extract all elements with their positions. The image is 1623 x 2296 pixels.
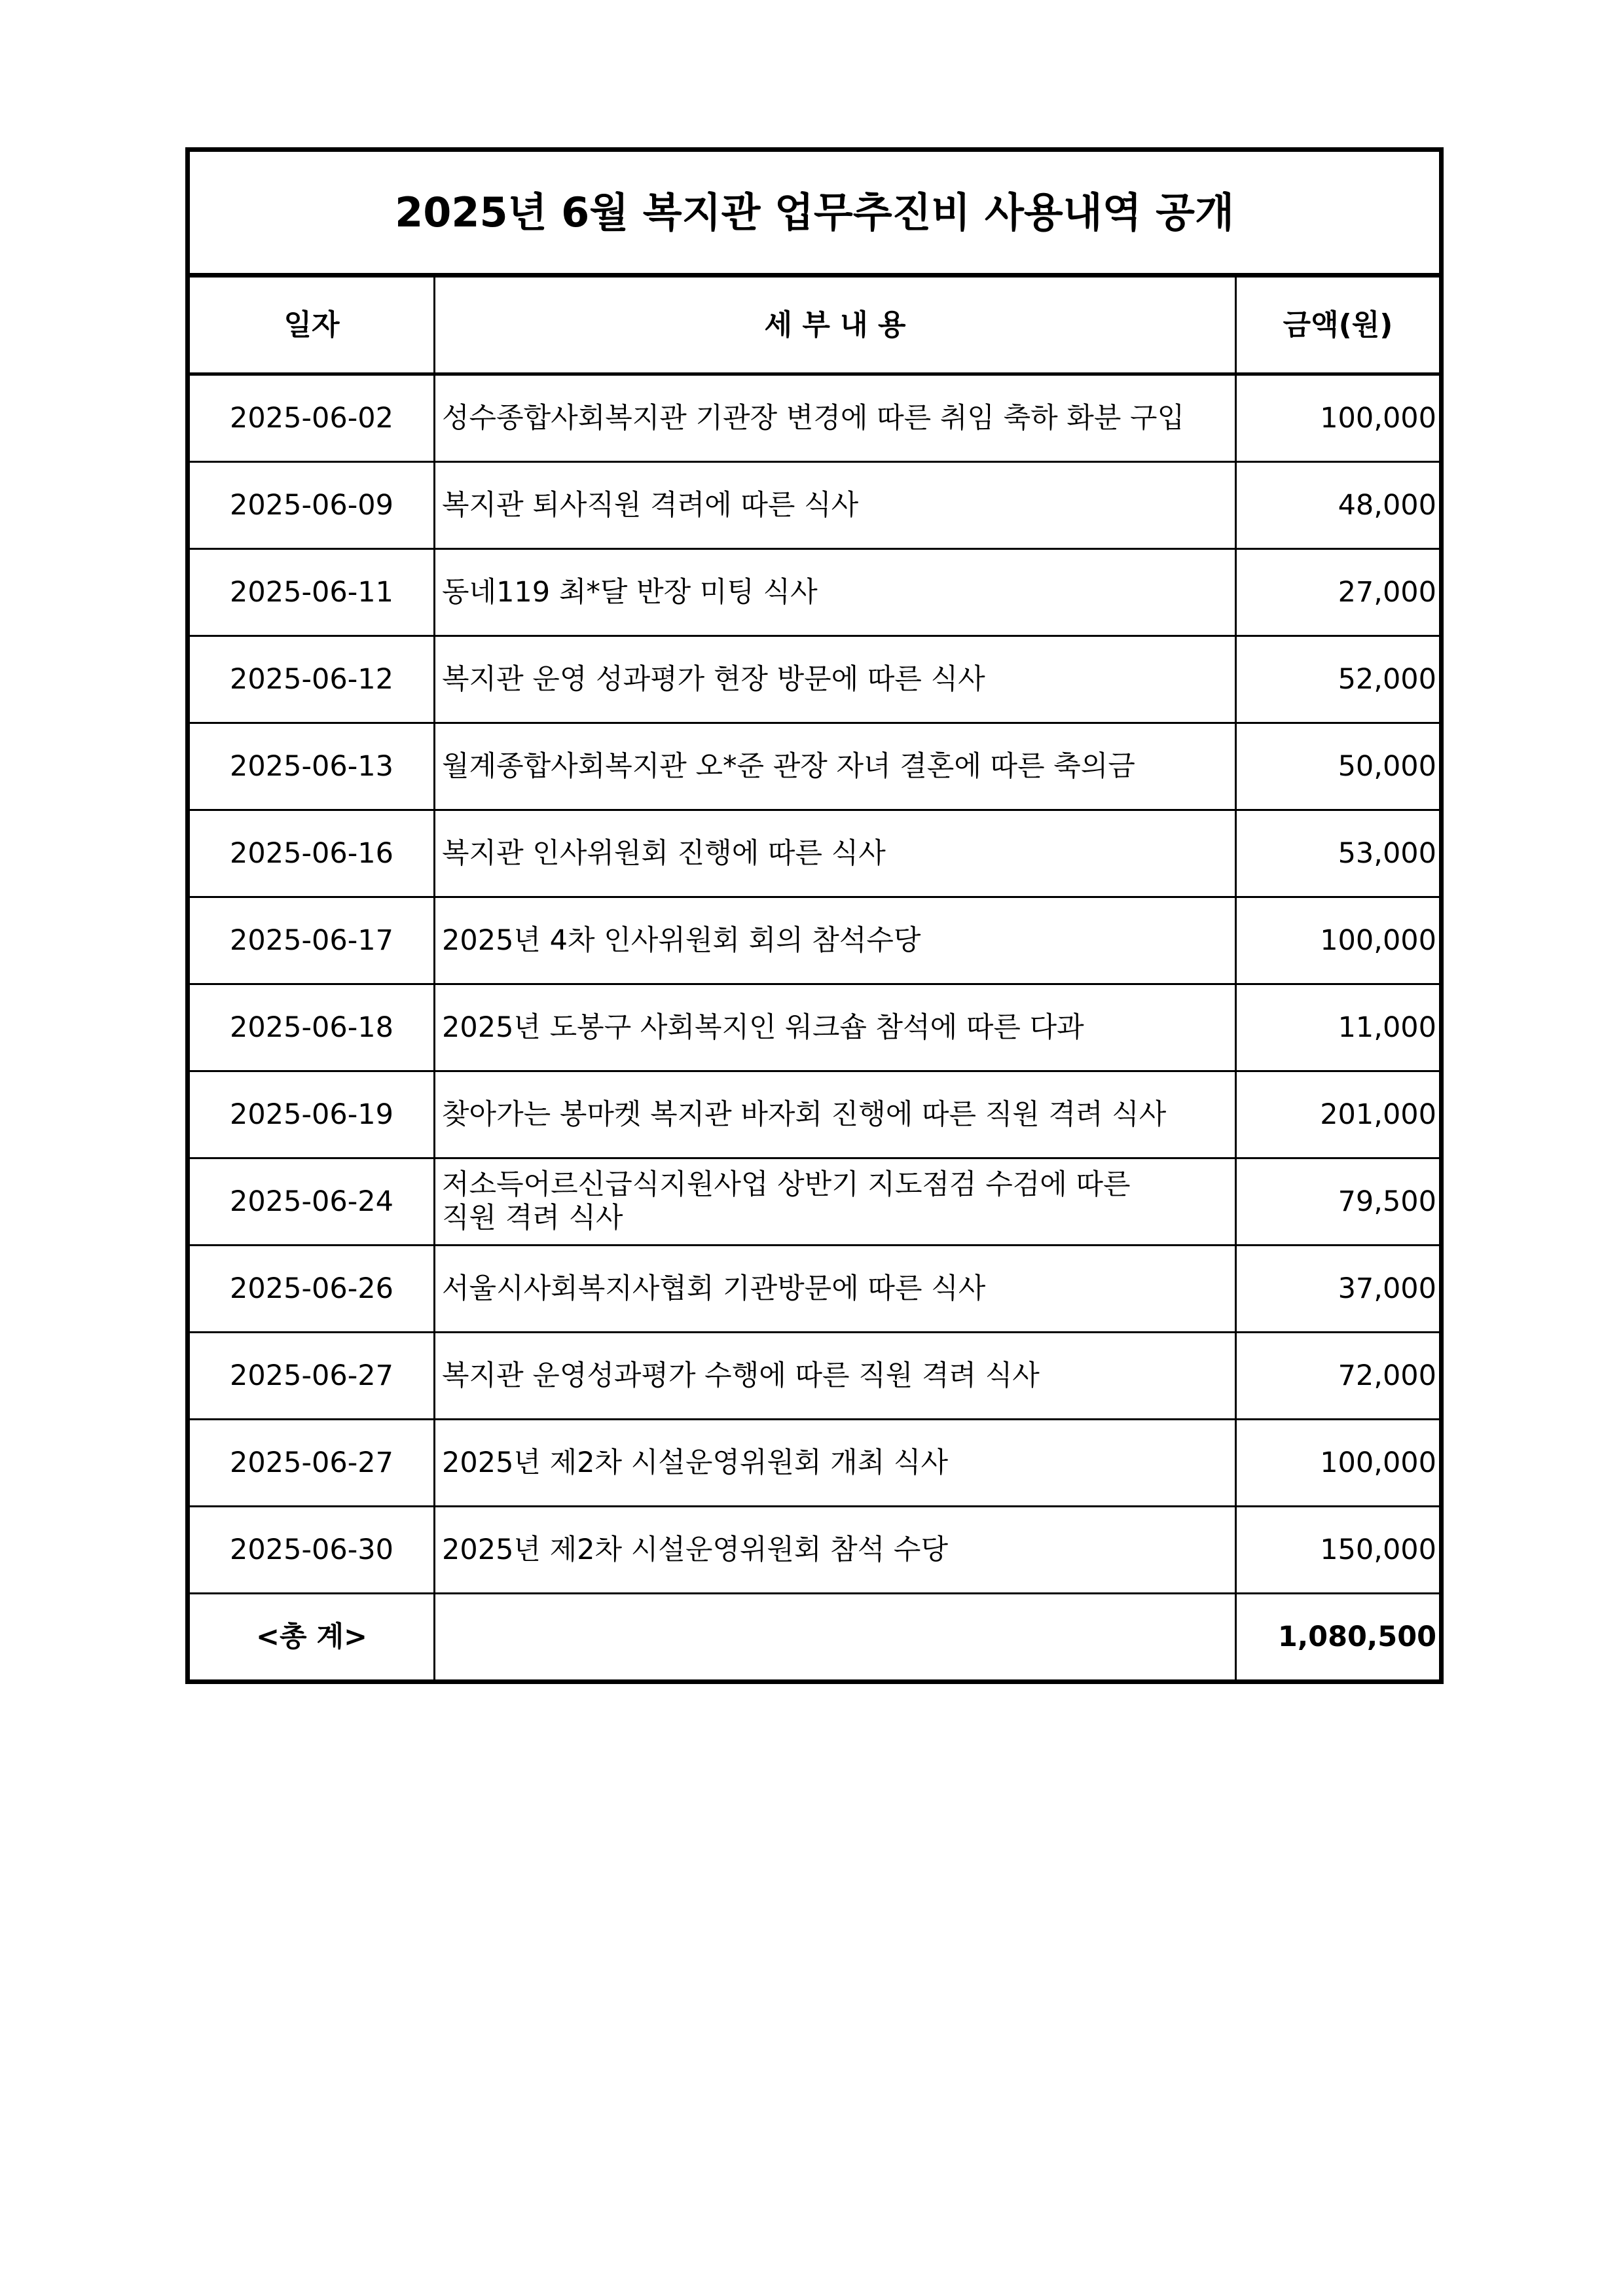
row-detail [435,1158,1236,1246]
row-detail-line: 2025년 도봉구 사회복지인 워크숍 참석에 따른 다과 [442,1011,1084,1044]
table-body [188,374,1442,1594]
table-row [188,1420,1442,1507]
header-detail: 세 부 내 용 [435,276,1236,374]
table-row [188,984,1442,1071]
document-title: 2025년 6월 복지관 업무추진비 사용내역 공개 [188,150,1442,276]
table-row [188,1246,1442,1333]
table-row [188,1158,1442,1246]
row-date: 2025-06-13 [188,723,435,810]
row-amount: 53,000 [1236,810,1442,897]
row-date: 2025-06-17 [188,897,435,984]
row-detail-line: 성수종합사회복지관 기관장 변경에 따른 취임 축하 화분 구입 [442,401,1185,435]
row-date: 2025-06-02 [188,374,435,462]
table-row [188,1333,1442,1420]
row-date: 2025-06-27 [188,1333,435,1420]
row-detail-line: 2025년 제2차 시설운영위원회 참석 수당 [442,1533,948,1566]
row-date: 2025-06-16 [188,810,435,897]
row-detail-line: 2025년 제2차 시설운영위원회 개최 식사 [442,1446,948,1479]
total-amount: 1,080,500 [1236,1594,1442,1682]
row-amount: 79,500 [1236,1158,1442,1246]
table-row [188,636,1442,723]
row-amount: 201,000 [1236,1071,1442,1158]
table-row [188,374,1442,462]
row-amount: 100,000 [1236,897,1442,984]
row-detail [435,723,1236,810]
row-amount: 52,000 [1236,636,1442,723]
row-detail [435,1246,1236,1333]
table-row [188,810,1442,897]
expense-table [185,147,1444,1684]
row-detail-line: 2025년 4차 인사위원회 회의 참석수당 [442,924,921,957]
row-detail [435,810,1236,897]
row-date: 2025-06-09 [188,462,435,549]
row-amount: 27,000 [1236,549,1442,636]
row-detail-line: 월계종합사회복지관 오*준 관장 자녀 결혼에 따른 축의금 [442,749,1135,783]
row-date: 2025-06-24 [188,1158,435,1246]
header-row [188,276,1442,374]
row-detail [435,462,1236,549]
row-amount: 48,000 [1236,462,1442,549]
row-amount: 11,000 [1236,984,1442,1071]
table-row [188,462,1442,549]
row-detail [435,984,1236,1071]
row-date: 2025-06-30 [188,1507,435,1594]
row-detail [435,1333,1236,1420]
row-date: 2025-06-26 [188,1246,435,1333]
table-row [188,723,1442,810]
row-detail-line: 직원 격려 식사 [442,1202,623,1234]
row-amount: 100,000 [1236,374,1442,462]
row-detail-line: 저소득어르신급식지원사업 상반기 지도점검 수검에 따른 [442,1168,1131,1202]
row-amount: 150,000 [1236,1507,1442,1594]
row-detail [435,374,1236,462]
row-detail [435,1420,1236,1507]
total-detail [435,1594,1236,1682]
total-row [188,1594,1442,1682]
title-row [188,150,1442,276]
table-row [188,549,1442,636]
row-date: 2025-06-27 [188,1420,435,1507]
row-detail [435,897,1236,984]
row-detail-line: 찾아가는 봉마켓 복지관 바자회 진행에 따른 직원 격려 식사 [442,1098,1167,1131]
row-amount: 37,000 [1236,1246,1442,1333]
row-amount: 100,000 [1236,1420,1442,1507]
header-amount: 금액(원) [1236,276,1442,374]
table-row [188,1071,1442,1158]
row-detail-line: 서울시사회복지사협회 기관방문에 따른 식사 [442,1272,986,1305]
row-date: 2025-06-19 [188,1071,435,1158]
row-date: 2025-06-18 [188,984,435,1071]
row-detail [435,1071,1236,1158]
total-label: <총 계> [188,1594,435,1682]
row-detail [435,549,1236,636]
row-detail-line: 복지관 인사위원회 진행에 따른 식사 [442,836,886,870]
row-detail-line: 동네119 최*달 반장 미팅 식사 [442,575,818,609]
header-date: 일자 [188,276,435,374]
row-detail [435,636,1236,723]
row-detail [435,1507,1236,1594]
row-detail-line: 복지관 운영 성과평가 현장 방문에 따른 식사 [442,662,985,696]
row-date: 2025-06-11 [188,549,435,636]
row-amount: 72,000 [1236,1333,1442,1420]
row-date: 2025-06-12 [188,636,435,723]
table-row [188,1507,1442,1594]
row-detail-line: 복지관 운영성과평가 수행에 따른 직원 격려 식사 [442,1359,1040,1392]
row-detail-line: 복지관 퇴사직원 격려에 따른 식사 [442,488,859,522]
table-row [188,897,1442,984]
row-amount: 50,000 [1236,723,1442,810]
